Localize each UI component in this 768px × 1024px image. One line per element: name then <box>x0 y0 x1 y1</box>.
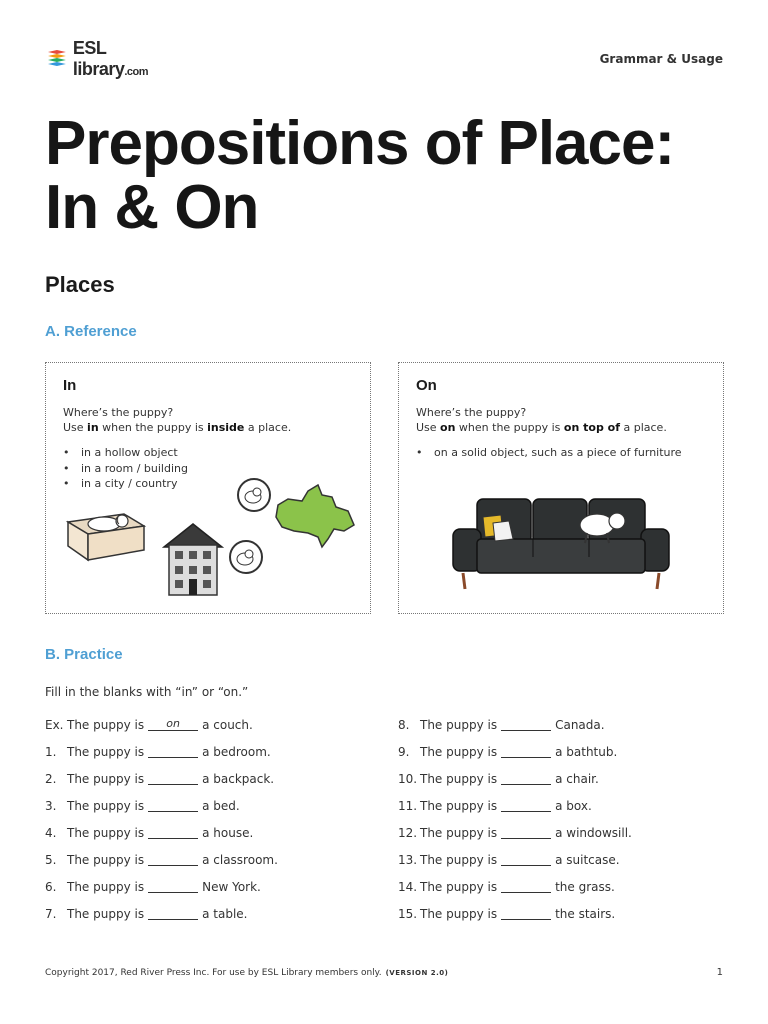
exercise-row: 11. The puppy is a box. <box>398 799 592 813</box>
answer-blank[interactable] <box>148 853 198 866</box>
on-bullet-list <box>416 445 682 461</box>
answer-blank[interactable] <box>501 718 551 731</box>
answer-blank[interactable] <box>501 745 551 758</box>
answer-blank[interactable]: on <box>148 718 198 731</box>
in-bullet-list <box>63 445 188 492</box>
exercise-row: 12. The puppy is a windowsill. <box>398 826 632 840</box>
category-label: Grammar & Usage <box>599 52 723 66</box>
practice-column-left <box>45 718 375 934</box>
answer-blank[interactable] <box>501 853 551 866</box>
exercise-row: 9. The puppy is a bathtub. <box>398 745 618 759</box>
canada-map-illustration <box>274 481 358 555</box>
exercise-row: 8. The puppy is Canada. <box>398 718 605 732</box>
exercise-row: 4. The puppy is a house. <box>45 826 254 840</box>
practice-column-right <box>398 718 728 934</box>
exercise-row: 15. The puppy is the stairs. <box>398 907 616 921</box>
answer-blank[interactable] <box>148 826 198 839</box>
puppy-in-box-illustration <box>64 508 148 564</box>
exercise-row: 2. The puppy is a backpack. <box>45 772 275 786</box>
on-title: On <box>416 377 437 394</box>
list-item: • on a solid object, such as a piece of furniture <box>416 445 682 461</box>
answer-blank[interactable] <box>501 772 551 785</box>
brand-name: ESL library.com <box>72 38 149 79</box>
answer-blank[interactable] <box>501 907 551 920</box>
answer-blank[interactable] <box>501 799 551 812</box>
puppy-bubble-icon <box>228 539 264 575</box>
book-stack-icon <box>45 47 69 71</box>
answer-blank[interactable] <box>501 826 551 839</box>
exercise-row: 10. The puppy is a chair. <box>398 772 599 786</box>
puppy-bubble-icon <box>236 477 272 513</box>
answer-blank[interactable] <box>148 907 198 920</box>
practice-heading: B. Practice <box>45 646 123 663</box>
exercise-row: 13. The puppy is a suitcase. <box>398 853 620 867</box>
answer-blank[interactable] <box>148 772 198 785</box>
couch-illustration <box>451 495 671 591</box>
exercise-row: 3. The puppy is a bed. <box>45 799 240 813</box>
in-explanation: Where’s the puppy? Use in when the puppy is inside a place. <box>63 406 292 434</box>
page-number: 1 <box>716 967 723 978</box>
list-item: • in a room / building <box>63 461 188 477</box>
on-explanation: Where’s the puppy? Use on when the puppy is on top of a place. <box>416 406 667 434</box>
copyright-footer: Copyright 2017, Red River Press Inc. For use by ESL Library members only. (VERSION 2.0) <box>45 968 449 978</box>
exercise-row: 5. The puppy is a classroom. <box>45 853 278 867</box>
list-item: • in a city / country <box>63 476 188 492</box>
list-item: • in a hollow object <box>63 445 188 461</box>
exercise-row: 6. The puppy is New York. <box>45 880 261 894</box>
exercise-row: 14. The puppy is the grass. <box>398 880 615 894</box>
exercise-row: 7. The puppy is a table. <box>45 907 248 921</box>
answer-blank[interactable] <box>148 880 198 893</box>
in-title: In <box>63 377 77 394</box>
page-title: Prepositions of Place: In & On <box>45 109 675 242</box>
answer-blank[interactable] <box>501 880 551 893</box>
house-illustration <box>162 521 224 599</box>
on-reference-box <box>398 362 724 614</box>
answer-blank[interactable] <box>148 745 198 758</box>
in-reference-box <box>45 362 371 614</box>
page-subtitle: Places <box>45 272 115 297</box>
exercise-row: 1. The puppy is a bedroom. <box>45 745 271 759</box>
reference-heading: A. Reference <box>45 323 137 340</box>
practice-instructions: Fill in the blanks with “in” or “on.” <box>45 685 249 699</box>
esl-library-logo <box>45 38 185 79</box>
exercise-row: Ex. The puppy is on a couch. <box>45 717 253 732</box>
answer-blank[interactable] <box>148 799 198 812</box>
